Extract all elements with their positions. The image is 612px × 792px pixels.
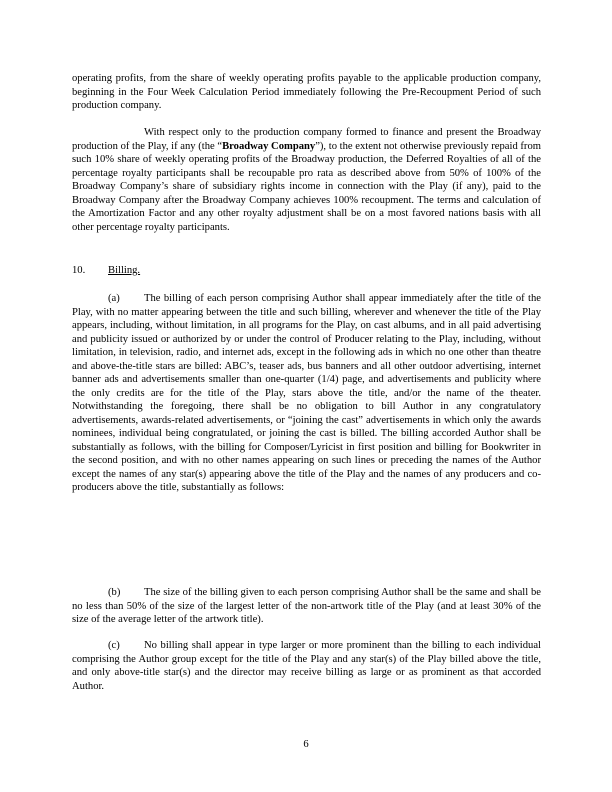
section-heading <box>72 264 140 278</box>
page-number: 6 <box>303 739 309 750</box>
subparagraph-label: (c) <box>108 640 120 651</box>
subparagraph-label: (a) <box>108 293 120 304</box>
defined-term-broadway-company: Broadway Company <box>222 140 316 152</box>
subparagraph-a <box>72 292 541 495</box>
subparagraph-label: (b) <box>108 587 121 598</box>
subparagraph-c <box>72 639 541 693</box>
subparagraph-text: The billing of each person comprising Author shall appear immediately after the title of the Play, with no matter appearing between the title and such billing, wherever and whenever the title of the Play appears, including, without limitation, in all programs for the Play, on cast albums, and in all paid advertising and publicity issued or authorized by or under the control of Producer relating to the Play, including, without limitation, in television, radio, and internet ads, except in the following ads in which no one other than theatre and above-the-title stars are billed: ABC’s, teaser ads, bus banners and all other outdoor advertising, internet banner ads and advertisements smaller than one-quarter (1/4) page, and advertisements and publicity where the only credits are for the title of the Play, stars above the title, and/or the name of the theater. Notwithstanding the foregoing, there shall be no obligation to bill Author in any congratulatory advertisements, awards-related advertisements, or “joining the cast” advertisements in which only the awards nominees, individual being congratulated, or joining the cast is billed. The billing accorded Author shall be substantially as follows, with the billing for Composer/Lyricist in first position and billing for Bookwriter in the second position, and with no other names appearing on such lines or preceding the names of the Author except the names of any star(s) appearing above the title of the Play and the names of any producers and co-producers above the title, substantially as follows: <box>72 293 541 493</box>
subparagraph-b <box>72 586 541 627</box>
section-title: Billing. <box>108 265 141 276</box>
paragraph-text-before: With respect only to the production company formed to finance and present the Broadway production of the Play, if any (the “ <box>72 127 541 152</box>
paragraph-broadway-company <box>72 126 541 234</box>
section-number: 10. <box>72 265 86 276</box>
subparagraph-text: No billing shall appear in type larger or more prominent than the billing to each individual comprising the Author group except for the title of the Play and any star(s) of the Play billed above the title, and only above-title star(s) and the director may receive billing as large or as prominent as that accorded Author. <box>72 640 541 692</box>
subparagraph-text: The size of the billing given to each person comprising Author shall be the same and shall be no less than 50% of the size of the largest letter of the non-artwork title of the Play (and at least 30% of the size of the average letter of the artwork title). <box>72 587 541 625</box>
paragraph-continuation: operating profits, from the share of weekly operating profits payable to the applicable production company, beginning in the Four Week Calculation Period immediately following the Pre-Recoupment Period of such production company. <box>72 73 541 111</box>
paragraph-text-after: ”), to the extent not otherwise previously repaid from such 10% share of weekly operating profits of the Broadway production, the Deferred Royalties of all of the percentage royalty participants shall be recoupable pro rata as described above from 50% of 100% of the Broadway Company’s share of subsidiary rights income in connection with the Play (if any), paid to the Broadway Company after the Broadway Company achieves 100% recoupment. The terms and calculation of the Amortization Factor and any other royalty adjustment shall be on a most favored nations basis with all other percentage royalty participants. <box>72 140 541 233</box>
